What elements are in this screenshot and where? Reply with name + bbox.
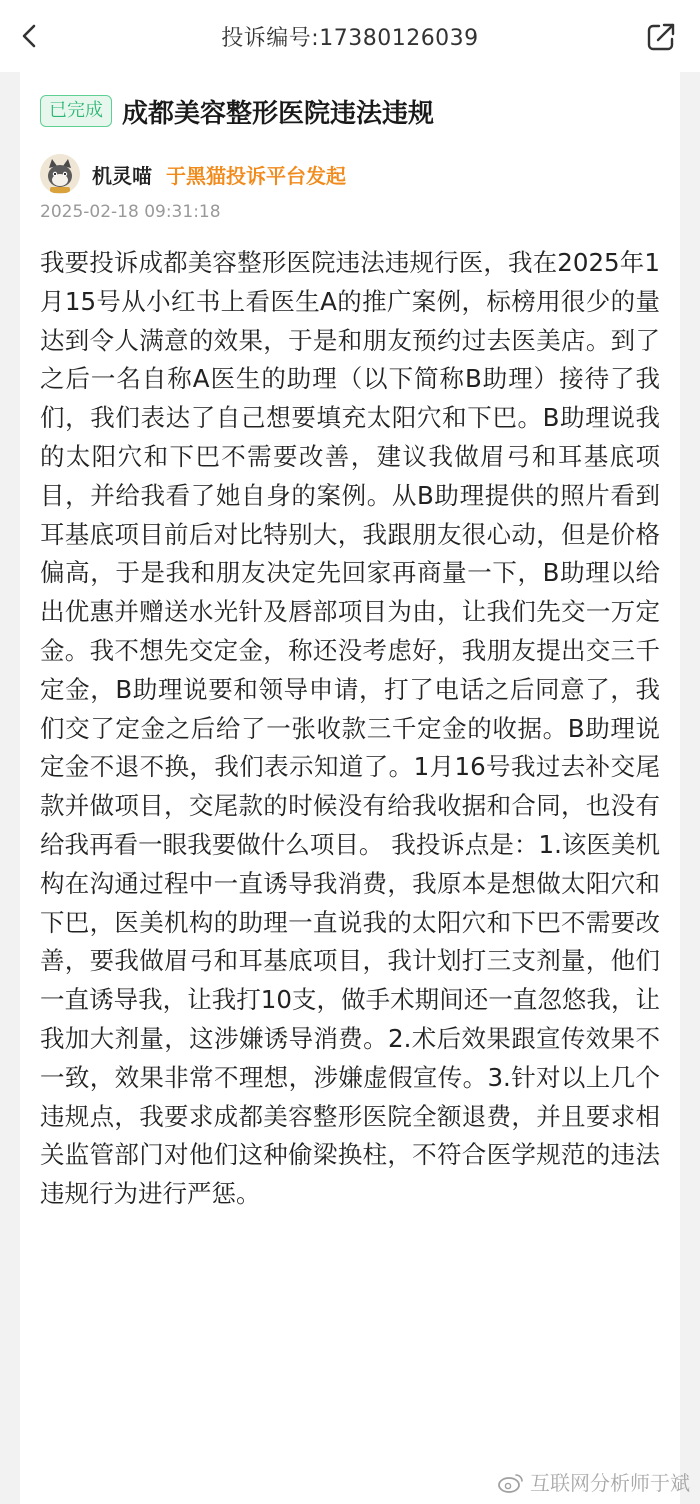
top-bar — [0, 0, 700, 72]
share-button[interactable] — [644, 20, 678, 54]
complaint-header — [40, 92, 434, 130]
complaint-body: 我要投诉成都美容整形医院违法违规行医，我在2025年1月15号从小红书上看医生A的推广案例，标榜用很少的量达到令人满意的效果，于是和朋友预约过去医美店。到了之后一名自称A医生的助理（以下简称B助理）接待了我们，我们表达了自己想要填充太阳穴和下巴。B助理说我的太阳穴和下巴不需要改善，建议我做眉弓和耳基底项目，并给我看了她自身的案例。从B助理提供的照片看到耳基底项目前后对比特别大，我跟朋友很心动，但是价格偏高，于是我和朋友决定先回家再商量一下，B助理以给出优惠并赠送水光针及唇部项目为由，让我们先交一万定金。我不想先交定金，称还没考虑好，我朋友提出交三千定金，B助理说要和领导申请，打了电话之后同意了，我们交了定金之后给了一张收款三千定金的收据。B助理说定金不退不换，我们表示知道了。1月16号我过去补交尾款并做项目，交尾款的时候没有给我收据和合同，也没有给我再看一眼我要做什么项目。 我投诉点是：1.该医美机构在沟通过程中一直诱导我消费，我原本是想做太阳穴和下巴，医美机构的助理一直说我的太阳穴和下巴不需要改善，要我做眉弓和耳基底项目，我计划打三支剂量，他们一直诱导我，让我打10支，做手术期间还一直忽悠我，让我加大剂量，这涉嫌诱导消费。2.术后效果跟宣传效果不一致，效果非常不理想，涉嫌虚假宣传。3.针对以上几个违规点，我要求成都美容整形医院全额退费，并且要求相关监管部门对他们这种偷梁换柱，不符合医学规范的违法违规行为进行严惩。 — [40, 248, 660, 1209]
complaint-title: 成都美容整形医院违法违规 — [122, 98, 435, 129]
complaint-timestamp: 2025-02-18 09:31:18 — [40, 202, 221, 222]
watermark — [498, 1467, 690, 1496]
cat-avatar-icon — [40, 154, 80, 194]
complaint-card — [20, 72, 680, 1504]
share-external-icon — [646, 22, 676, 52]
author-name[interactable]: 机灵喵 — [92, 163, 152, 188]
watermark-text: 互联网分析师于斌 — [530, 1471, 690, 1495]
avatar[interactable] — [40, 154, 80, 194]
complaint-number-title: 投诉编号:17380126039 — [221, 25, 479, 51]
chevron-left-icon — [19, 23, 41, 49]
weibo-icon — [498, 1471, 524, 1493]
complaint-source: 于黑猫投诉平台发起 — [166, 163, 346, 188]
back-button[interactable] — [14, 20, 46, 52]
author-row — [40, 152, 346, 196]
status-badge: 已完成 — [40, 95, 112, 127]
